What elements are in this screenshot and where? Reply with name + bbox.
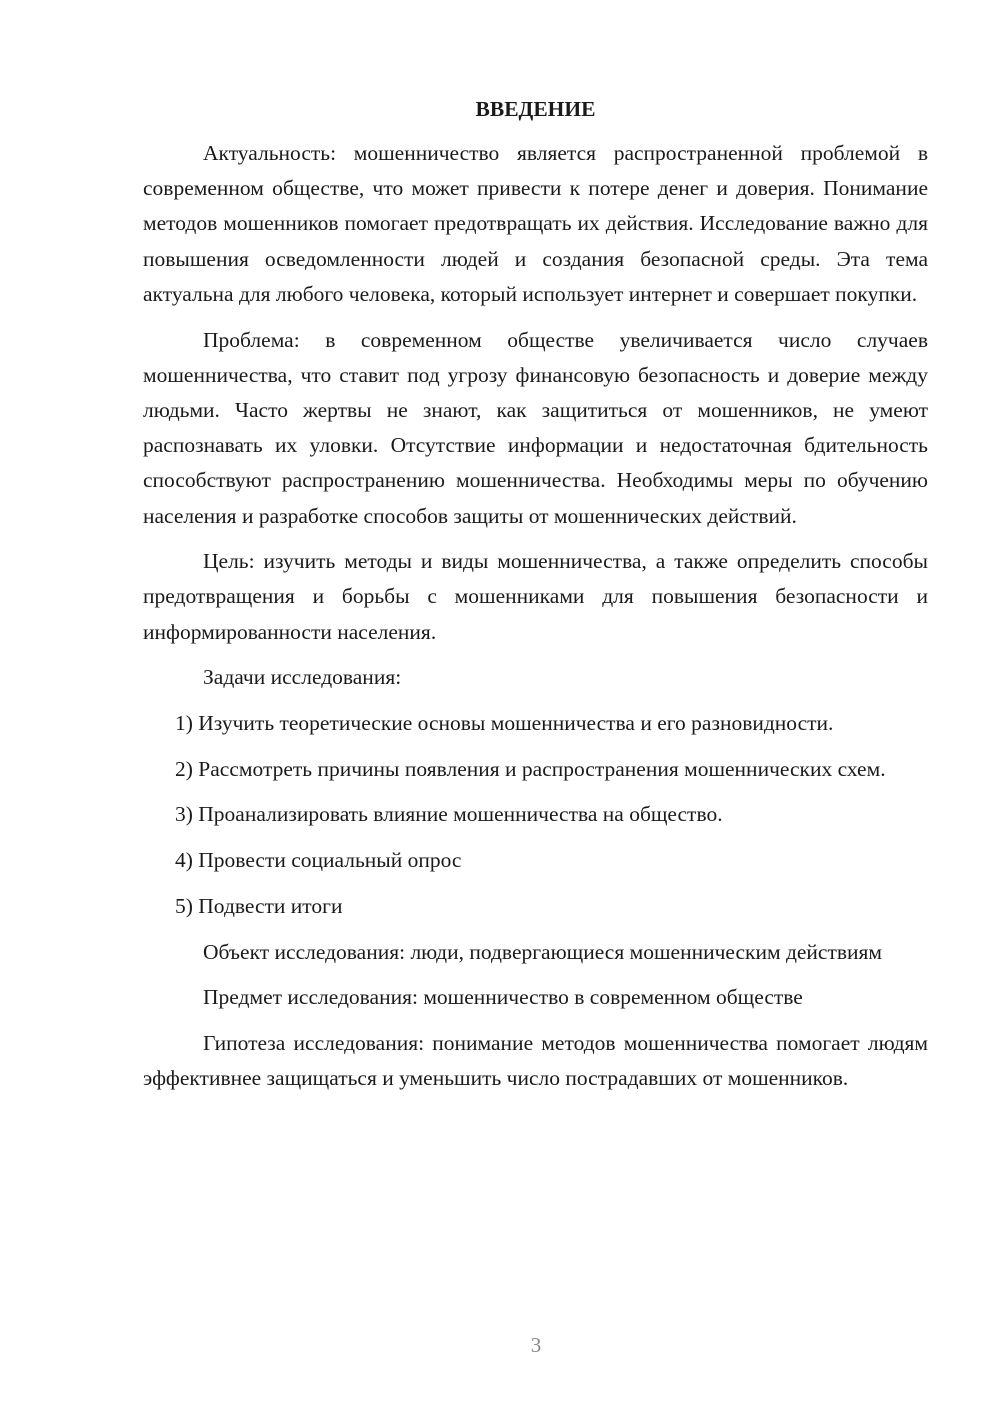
task-item-1: 1) Изучить теоретические основы мошенничества и его разновидности. [175,711,834,736]
paragraph-tasks-heading: Задачи исследования: [203,665,402,690]
paragraph-relevance: Актуальность: мошенничество является распространенной проблемой в современном обществе, что может привести к потере денег и доверия. Понимание методов мошенников помогает предотвращать их действия. Исследование важно для повышения осведомленности людей и создания безопасной среды. Эта тема актуальна для любого человека, который использует интернет и совершает покупки. [143,141,928,306]
page-number: 3 [530,1333,542,1357]
section-title: ВВЕДЕНИЕ [475,97,596,121]
paragraph-object: Объект исследования: люди, подвергающиеся мошенническим действиям [203,939,883,964]
task-item-3: 3) Проанализировать влияние мошенничества на общество. [175,802,723,827]
task-item-4: 4) Провести социальный опрос [175,848,462,873]
paragraph-hypothesis: Гипотеза исследования: понимание методов мошенничества помогает людям эффективнее защищаться и уменьшить число пострадавших от мошенников. [143,1030,928,1091]
task-item-2: 2) Рассмотреть причины появления и распространения мошеннических схем. [175,756,886,781]
paragraph-problem: Проблема: в современном обществе увеличивается число случаев мошенничества, что ставит под угрозу финансовую безопасность и доверие между людьми. Часто жертвы не знают, как защититься от мошенников, не умеют распознавать их уловки. Отсутствие информации и недостаточная бдительность способствуют распространению мошенничества. Необходимы меры по обучению населения и разработке способов защиты от мошеннических действий. [143,327,928,528]
paragraph-subject: Предмет исследования: мошенничество в современном обществе [203,985,803,1010]
task-item-5: 5) Подвести итоги [175,893,343,918]
document-body [143,92,928,1107]
paragraph-goal: Цель: изучить методы и виды мошенничества, а также определить способы предотвращения и борьбы с мошенниками для повышения безопасности и информированности населения. [143,549,928,644]
